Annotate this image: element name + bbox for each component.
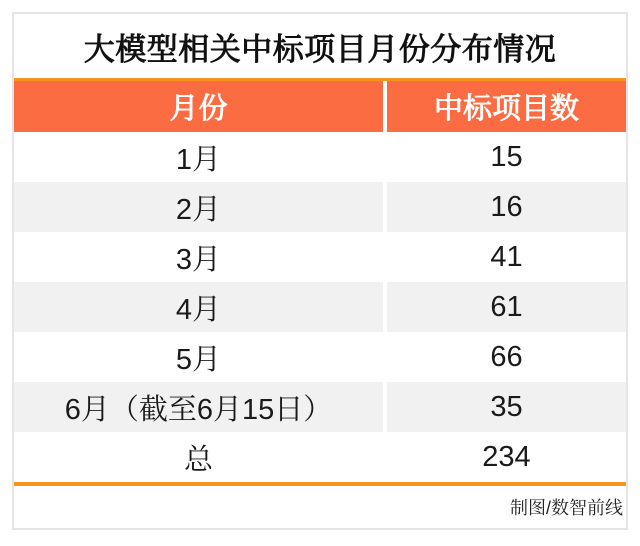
- title-area: [14, 14, 626, 78]
- table-row: [14, 182, 626, 232]
- table-row: [14, 282, 626, 332]
- table-body: [14, 132, 626, 482]
- table-header-row: [14, 81, 626, 132]
- cell-month: 2月: [14, 182, 383, 232]
- cell-count: 66: [387, 332, 626, 382]
- infographic-card: [12, 12, 628, 530]
- table-row: [14, 232, 626, 282]
- page-title: 大模型相关中标项目月份分布情况: [83, 31, 557, 67]
- cell-month: 3月: [14, 232, 383, 282]
- cell-total-value: 234: [387, 432, 626, 482]
- table-total-row: [14, 432, 626, 482]
- cell-month: 6月（截至6月15日）: [14, 382, 383, 432]
- cell-total-label: 总: [14, 432, 383, 482]
- footer-area: [14, 486, 626, 528]
- header-cell-count: 中标项目数: [387, 81, 626, 132]
- footer-credit: 制图/数智前线: [509, 498, 623, 518]
- table-row: [14, 132, 626, 182]
- cell-count: 41: [387, 232, 626, 282]
- table-row: [14, 382, 626, 432]
- cell-month: 5月: [14, 332, 383, 382]
- cell-count: 61: [387, 282, 626, 332]
- table-row: [14, 332, 626, 382]
- header-cell-month: 月份: [14, 81, 383, 132]
- cell-count: 16: [387, 182, 626, 232]
- cell-month: 4月: [14, 282, 383, 332]
- cell-count: 15: [387, 132, 626, 182]
- cell-count: 35: [387, 382, 626, 432]
- cell-month: 1月: [14, 132, 383, 182]
